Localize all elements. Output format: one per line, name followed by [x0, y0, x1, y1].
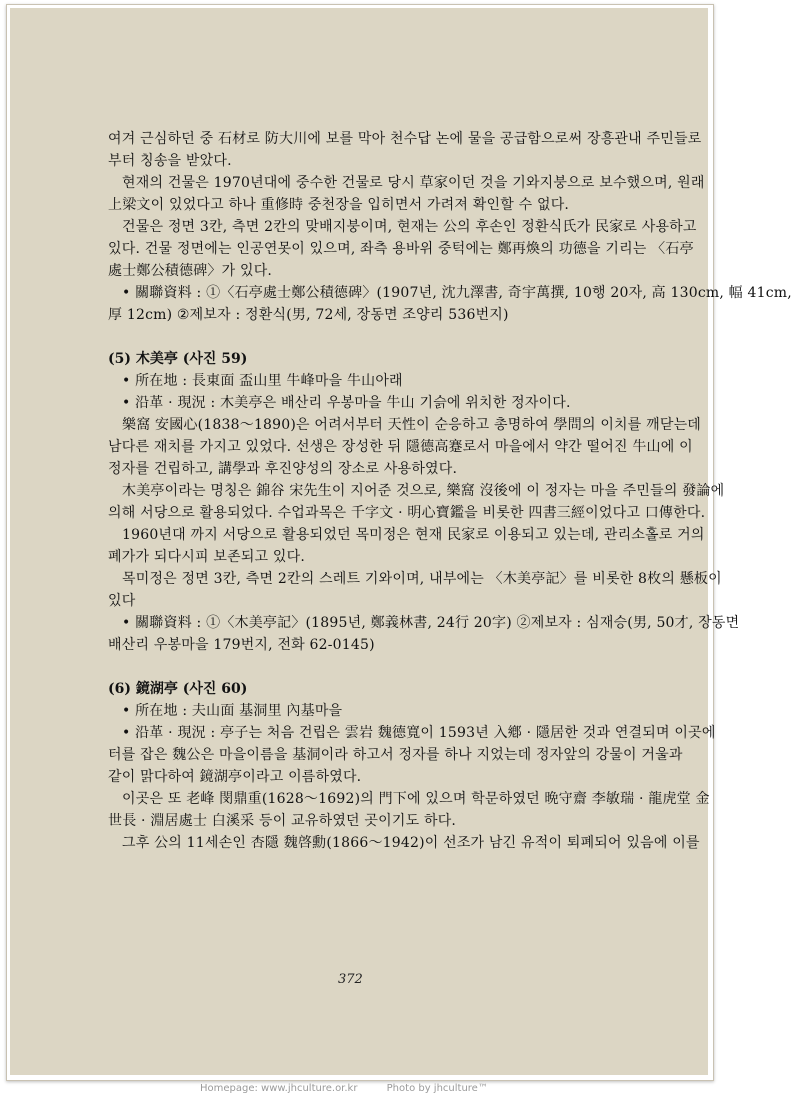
body-line: 의해 서당으로 활용되었다. 수업과목은 千字文 · 明心寶鑑을 비롯한 四書三經이었다고 口傳한다. — [108, 505, 706, 521]
body-line: 건물은 정면 3칸, 측면 2칸의 맞배지붕이며, 현재는 公의 후손인 정환식氏가 民家로 사용하고 — [122, 219, 697, 235]
section-heading-5: (5) 木美亭 (사진 59) — [108, 351, 248, 367]
body-line: 이곳은 또 老峰 閔鼎重(1628～1692)의 門下에 있으며 학문하였던 晩守齋 李敏瑞 · 龍虎堂 金 — [122, 791, 710, 807]
location-line: • 所在地 : 夫山面 基洞里 內基마을 — [122, 703, 343, 719]
body-line: 있다. 건물 정면에는 인공연못이 있으며, 좌측 용바위 중턱에는 鄭再煥의 功德을 기리는 〈石亭 — [108, 241, 694, 257]
body-line: 그후 公의 11세손인 杏隱 魏啓勳(1866～1942)이 선조가 남긴 유적이 퇴폐되어 있음에 이를 — [122, 835, 700, 851]
location-line: • 所在地 : 長東面 盃山里 牛峰마을 牛山아래 — [122, 373, 403, 389]
body-line: 같이 맑다하여 鏡湖亭이라고 이름하였다. — [108, 769, 362, 785]
history-line: • 沿革 · 現況 : 木美亭은 배산리 우봉마을 牛山 기슭에 위치한 정자이다. — [122, 395, 571, 411]
body-line: 上梁文이 있었다고 하나 重修時 중천장을 입히면서 가려져 확인할 수 없다. — [108, 197, 570, 213]
body-line: 남다른 재치를 가지고 있었다. 선생은 장성한 뒤 隱德高蹇로서 마을에서 약간 떨어진 牛山에 이 — [108, 439, 693, 455]
body-line: 폐가가 되다시피 보존되고 있다. — [108, 549, 306, 565]
body-line: 厚 12cm) ②제보자 : 정환식(男, 72세, 장동면 조양리 536번지) — [108, 307, 509, 323]
body-line: 世長 · 淵居處士 白溪采 등이 교유하였던 곳이기도 하다. — [108, 813, 457, 829]
section-heading-6: (6) 鏡湖亭 (사진 60) — [108, 681, 248, 697]
body-line: 處士鄭公積德碑〉가 있다. — [108, 263, 273, 279]
body-line: 터를 잡은 魏公은 마을이름을 基洞이라 하고서 정자를 하나 지었는데 정자앞의 강물이 거울과 — [108, 747, 683, 763]
body-line: 1960년대 까지 서당으로 활용되었던 목미정은 현재 民家로 이용되고 있는데, 관리소홀로 거의 — [122, 527, 705, 543]
body-line: 樂窩 安國心(1838～1890)은 어려서부터 天性이 순응하고 총명하여 學問의 이치를 깨닫는데 — [122, 417, 702, 433]
body-line: 여겨 근심하던 중 石材로 防大川에 보를 막아 천수답 논에 물을 공급함으로써 장흥관내 주민들로 — [108, 131, 702, 147]
body-line: 있다 — [108, 593, 136, 609]
body-line: 현재의 건물은 1970년대에 중수한 건물로 당시 草家이던 것을 기와지붕으로 보수했으며, 원래 — [122, 175, 705, 191]
body-line: 배산리 우봉마을 179번지, 전화 62-0145) — [108, 637, 375, 653]
footer — [200, 1083, 514, 1094]
body-line: 정자를 건립하고, 講學과 후진양성의 장소로 사용하였다. — [108, 461, 458, 477]
history-line: • 沿革 · 現況 : 亭子는 처음 건립은 雲岩 魏德寬이 1593년 入鄕 · 隱居한 것과 연결되며 이곳에 — [122, 725, 716, 741]
body-line: 부터 칭송을 받았다. — [108, 153, 232, 169]
related-materials: • 關聯資料 : ①〈木美亭記〉(1895년, 鄭義林書, 24行 20字) ②제보자 : 심재승(男, 50才, 장동면 — [122, 615, 740, 631]
page-number: 372 — [338, 972, 363, 987]
page-body — [108, 128, 792, 854]
footer-photo-credit: Photo by jhculture™ — [386, 1083, 488, 1094]
related-materials: • 關聯資料 : ①〈石亭處士鄭公積德碑〉(1907년, 沈九澤書, 奇宇萬撰, 10행 20자, 高 130cm, 幅 41cm, — [122, 285, 792, 301]
footer-homepage: Homepage: www.jhculture.or.kr — [200, 1083, 358, 1094]
body-line: 木美亭이라는 명칭은 錦谷 宋先生이 지어준 것으로, 樂窩 沒後에 이 정자는 마을 주민들의 發論에 — [122, 483, 725, 499]
body-line: 목미정은 정면 3칸, 측면 2칸의 스레트 기와이며, 내부에는 〈木美亭記〉를 비롯한 8枚의 懸板이 — [122, 571, 722, 587]
